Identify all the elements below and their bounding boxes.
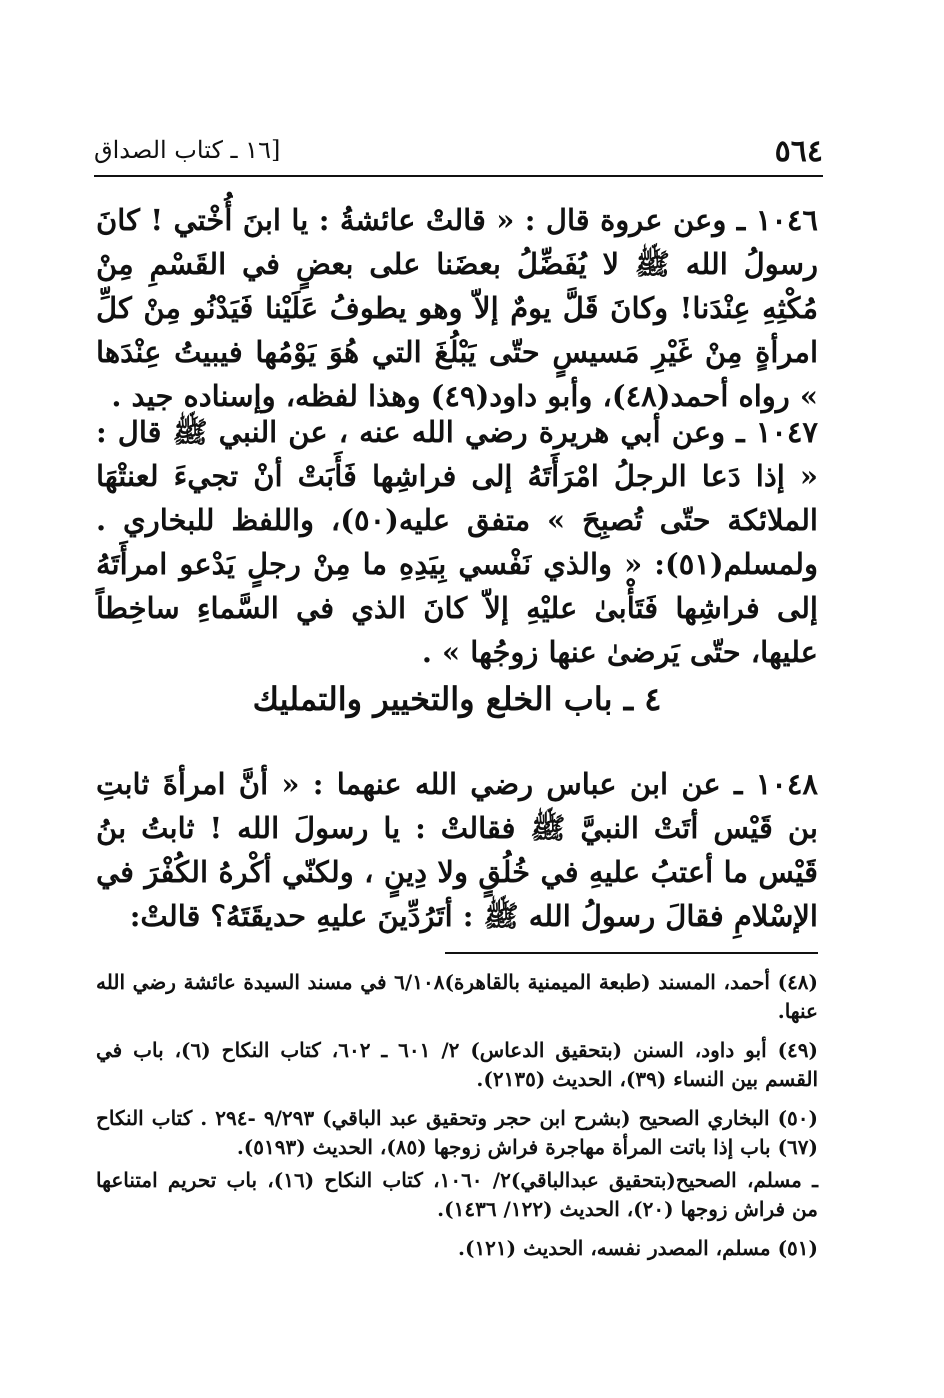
hadith-1047: ١٠٤٧ ـ وعن أبي هريرة رضي الله عنه ، عن النبي ﷺ قال : « إذا دَعا الرجلُ امْرَأَتَهُ إلى فراشِها فَأَبَتْ أنْ تجيءَ لعنتْهَا الملائكة حتّى تُصبِحَ » متفق عليه(٥٠)، واللفظ للبخاري . ولمسلم(٥١): « والذي نَفْسي بِيَدِهِ ما مِنْ رجلٍ يَدْعو امرأَتَهُ إلى فراشِها فَتَأْبىٰ عليْهِ إلاّ كانَ الذي في السَّماءِ ساخِطاً عليها، حتّى يَرضىٰ عنها زوجُها » . — [96, 415, 818, 669]
hadith-1046: ١٠٤٦ ـ وعن عروة قال : « قالتْ عائشةُ : يا ابنَ أُخْتي ! كانَ رسولُ الله ﷺ لا يُفَضِّلُ بعضَنا على بعضٍ في القَسْمِ مِنْ مُكْثِهِ عِنْدَنا! وكانَ قَلَّ يومٌ إلاّ وهو يطوفُ عَلَيْنا فَيَدْنُو مِنْ كلِّ امرأةٍ مِنْ غَيْرِ مَسيسٍ حتّى يَبْلُغَ التي هُوَ يَوْمُها فيبيتُ عِنْدَها » رواه أحمد(٤٨)، وأبو داود(٤٩) وهذا لفظه، وإسناده جيد . — [96, 203, 818, 413]
chapter-title: ٤ ـ باب الخلع والتخيير والتمليك — [252, 680, 662, 718]
footnotes — [96, 968, 818, 1273]
running-title: [١٦ ـ كتاب الصداق — [94, 136, 281, 164]
page-header — [94, 128, 823, 174]
footnote-50-muslim: ـ مسلم، الصحيح(بتحقيق عبدالباقي)٢/ ١٠٦٠، كتاب النكاح (١٦)، باب تحريم امتناعها من فراش زوجها (٢٠)، الحديث (١٢٢/ ١٤٣٦). — [96, 1168, 818, 1221]
footnote-51: (٥١) مسلم، المصدر نفسه، الحديث (١٢١). — [458, 1236, 818, 1260]
footnote-48: (٤٨) أحمد، المسند (طبعة الميمنية بالقاهرة)٦/١٠٨ في مسند السيدة عائشة رضي الله عنها. — [96, 970, 819, 1023]
hadith-1048: ١٠٤٨ ـ عن ابن عباس رضي الله عنهما : « أنَّ امرأةَ ثابتِ بن قَيْس أتَتْ النبيَّ ﷺ فقالتْ : يا رسولَ الله ! ثابتُ بنُ قَيْس ما أعتبُ عليهِ في خُلُقٍ ولا دِينٍ ، ولكنّي أكْرهُ الكُفْرَ في الإسْلامِ فقالَ رسولُ الله ﷺ : أتَرُدِّينَ عليهِ حديقَتَهُ؟ قالتْ: — [96, 767, 818, 933]
header-rule — [94, 175, 823, 177]
page-number: ٥٦٤ — [774, 134, 823, 169]
footnote-50: (٥٠) البخاري الصحيح (بشرح ابن حجر وتحقيق عبد الباقي) ٩/٢٩٣ -٢٩٤ . كتاب النكاح (٦٧) باب إذا باتت المرأة مهاجرة فراش زوجها (٨٥)، الحديث (٥١٩٣). — [96, 1106, 818, 1159]
footnote-separator — [445, 952, 818, 954]
footnote-49: (٤٩) أبو داود، السنن (بتحقيق الدعاس) ٢/ ٦٠١ ـ ٦٠٢، كتاب النكاح (٦)، باب في القسم بين النساء (٣٩)، الحديث (٢١٣٥). — [96, 1038, 818, 1091]
